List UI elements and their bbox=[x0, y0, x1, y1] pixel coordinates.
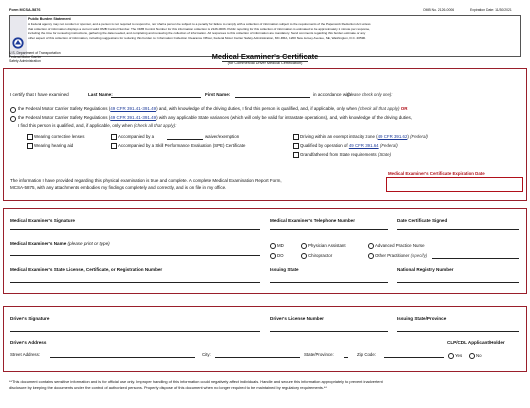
advanced-practice-nurse-radio[interactable] bbox=[368, 243, 374, 249]
spe-label: Accompanied by a Skill Performance Evaluation (SPE) Certificate bbox=[118, 142, 246, 148]
cfr-link-391-64[interactable]: 49 CFR 391.64 bbox=[348, 142, 379, 148]
form-number: Form MCSA-5876 bbox=[9, 8, 41, 12]
burden-title: Public Burden Statement bbox=[28, 17, 71, 21]
first-name-field[interactable] bbox=[235, 97, 310, 98]
physician-assistant-label: Physician Assistant bbox=[308, 242, 346, 248]
driver-signature-label: Driver's Signature bbox=[10, 316, 50, 321]
examiner-name-field[interactable] bbox=[10, 255, 260, 256]
first-name-label: First Name: bbox=[205, 92, 231, 97]
clp-no-label: No bbox=[476, 352, 482, 358]
expiration-date-field[interactable] bbox=[386, 177, 523, 192]
certify-label: I certify that I have examined bbox=[10, 92, 69, 97]
corrective-lenses-label: Wearing corrective lenses bbox=[34, 133, 85, 139]
last-name-field[interactable] bbox=[111, 97, 201, 98]
corrective-lenses-checkbox[interactable] bbox=[27, 134, 33, 140]
license-number-label: Medical Examiner's State License, Certificate, or Registration Number bbox=[10, 267, 163, 272]
state-label: State/Province: bbox=[304, 352, 334, 357]
footer-notice-2: disclosure by keeping the documents under the control of authorized persons. Properly dispose of this document when no longer required to be maintained by regulatory requirements.** bbox=[9, 385, 327, 390]
clp-no-radio[interactable] bbox=[469, 353, 475, 359]
issuing-state-label: Issuing State bbox=[270, 267, 299, 272]
spe-checkbox[interactable] bbox=[111, 143, 117, 149]
option-state-text-2: I find this person is qualified, and, if applicable, only when (check all that apply): bbox=[18, 123, 177, 128]
title-underline bbox=[222, 61, 308, 62]
operation-label: Qualified by operation of 49 CFR 391.64 (Federal) bbox=[300, 142, 398, 148]
driver-issuing-field[interactable] bbox=[397, 331, 519, 332]
option-state-text: the Federal Motor Carrier Safety Regulations (49 CFR 391.41-391.49) with any applicable State variances (which will only be valid for intrastate operations), and, with knowledge of the driving duties, bbox=[18, 115, 412, 120]
city-field[interactable] bbox=[215, 357, 300, 358]
state-field[interactable] bbox=[344, 357, 348, 358]
examiner-name-label: Medical Examiner's Name (please print or type) bbox=[10, 241, 110, 246]
cfr-link-1[interactable]: 49 CFR 391.41-391.49 bbox=[110, 106, 157, 111]
clp-yes-radio[interactable] bbox=[448, 353, 454, 359]
issuing-state-field[interactable] bbox=[270, 282, 388, 283]
page-title: Medical Examiner's Certificate bbox=[211, 52, 319, 61]
waiver-checkbox[interactable] bbox=[111, 134, 117, 140]
info-statement-2: MCSA-5875, with any attachments embodies my findings completely and correctly, and is on file in my office. bbox=[10, 185, 227, 190]
burden-line-4: other aspect of this collection of information, including suggestions for reducing this burden to: Information Collection Clearance Officer, Federal Motor Carrier Safety Administration, MC-RRA, 1200 New Jersey Avenue, SE, Washington, D.C. 20590. bbox=[28, 35, 367, 40]
agency-line-2: Federal Motor Carrier bbox=[9, 55, 42, 59]
date-signed-label: Date Certificate Signed bbox=[397, 218, 448, 223]
registry-number-field[interactable] bbox=[397, 282, 519, 283]
do-radio[interactable] bbox=[270, 253, 276, 259]
info-statement-1: The information I have provided regarding this physical examination is true and complete. A complete Medical Examination Report Form, bbox=[10, 178, 282, 183]
advanced-practice-nurse-label: Advanced Practice Nurse bbox=[375, 242, 425, 248]
burden-line-3: including the time for reviewing instructions, gathering the data needed, and completing and reviewing the collection of information. All responses to this collection of information are mandatory. Send comments regarding this burden estimate or any bbox=[28, 31, 366, 35]
exempt-zone-checkbox[interactable] bbox=[293, 134, 299, 140]
zip-label: Zip Code: bbox=[357, 352, 377, 357]
other-practitioner-label: Other Practitioner (specify) bbox=[375, 252, 428, 258]
waiver-label: waiver/exemption bbox=[205, 133, 240, 139]
omb-number: OMB No. 2126-0006 bbox=[423, 8, 455, 12]
last-name-label: Last Name: bbox=[88, 92, 113, 97]
check-one-hint: (please check only one): bbox=[347, 92, 393, 97]
cfr-link-2[interactable]: 49 CFR 391.41-391.49 bbox=[110, 115, 157, 120]
page-subtitle: (for Commercial Driver Medical Certification) bbox=[227, 61, 303, 65]
waiver-type-field[interactable] bbox=[167, 139, 203, 140]
hearing-aid-checkbox[interactable] bbox=[27, 143, 33, 149]
other-practitioner-field[interactable] bbox=[432, 258, 519, 259]
option-state-variance-radio[interactable] bbox=[10, 116, 16, 122]
agency-line-1: U.S. Department of Transportation bbox=[9, 51, 61, 55]
grandfathered-label: Grandfathered from State requirements (State) bbox=[300, 151, 392, 157]
driver-license-field[interactable] bbox=[270, 331, 388, 332]
dot-logo-icon bbox=[12, 37, 24, 49]
hearing-aid-label: Wearing hearing aid bbox=[34, 142, 74, 148]
driver-signature-field[interactable] bbox=[10, 331, 260, 332]
md-label: MD bbox=[277, 242, 284, 248]
other-practitioner-radio[interactable] bbox=[368, 253, 374, 259]
or-label: OR bbox=[400, 106, 408, 111]
option-federal-text: the Federal Motor Carrier Safety Regulations (49 CFR 391.41-391.49) and, with knowledge of the driving duties, I find this person is qualified, and, if applicable, only when (check all that apply) OR bbox=[18, 106, 408, 111]
driver-license-label: Driver's License Number bbox=[270, 316, 324, 321]
burden-line-1: A Federal agency may not conduct or sponsor, and a person is not required to respond to, nor shall a person be subject to a penalty for failure to comply with a collection of information subject to the requirements of the Paperwork Reduction Act unless bbox=[28, 22, 371, 26]
zip-field[interactable] bbox=[384, 357, 444, 358]
burden-line-2: that collection of information displays a current valid OMB Control Number. The OMB Control Number for this information collection is 2126-0006. Public reporting for this collection of information is estimated to be approximately 1 minute per response, bbox=[28, 26, 371, 31]
expiration-label: Medical Examiner's Certificate Expiration Date bbox=[388, 171, 485, 176]
burden-left-panel bbox=[10, 16, 27, 55]
do-label: DO bbox=[277, 252, 284, 258]
examiner-phone-label: Medical Examiner's Telephone Number bbox=[270, 218, 355, 223]
accordance-label: in accordance with bbox=[313, 92, 352, 97]
date-signed-field[interactable] bbox=[397, 229, 519, 230]
driver-address-label: Driver's Address bbox=[10, 340, 47, 345]
clp-cdl-label: CLP/CDL Applicant/Holder bbox=[447, 340, 505, 345]
chiropractor-label: Chiropractor bbox=[308, 252, 333, 258]
cfr-link-391-62[interactable]: 49 CFR 391.62 bbox=[377, 133, 408, 139]
driver-section bbox=[3, 306, 527, 372]
exempt-zone-label: Driving within an exempt intracity zone (49 CFR 391.62) (Federal) bbox=[300, 133, 428, 139]
md-radio[interactable] bbox=[270, 243, 276, 249]
examiner-signature-label: Medical Examiner's Signature bbox=[10, 218, 75, 223]
city-label: City: bbox=[202, 352, 211, 357]
physician-assistant-radio[interactable] bbox=[301, 243, 307, 249]
street-field[interactable] bbox=[50, 357, 195, 358]
registry-number-label: National Registry Number bbox=[397, 267, 454, 272]
agency-line-3: Safety Administration bbox=[9, 59, 41, 63]
examiner-signature-field[interactable] bbox=[10, 229, 260, 230]
driver-issuing-label: Issuing State/Province bbox=[397, 316, 447, 321]
operation-checkbox[interactable] bbox=[293, 143, 299, 149]
license-number-field[interactable] bbox=[10, 282, 260, 283]
grandfathered-checkbox[interactable] bbox=[293, 152, 299, 158]
accompanied-label: Accompanied by a bbox=[118, 133, 155, 139]
examiner-phone-field[interactable] bbox=[270, 229, 388, 230]
chiropractor-radio[interactable] bbox=[301, 253, 307, 259]
street-label: Street Address: bbox=[10, 352, 41, 357]
clp-yes-label: Yes bbox=[455, 352, 463, 358]
footer-notice-1: **This document contains sensitive information and is for official use only. Improper handling of this information could negatively affect individuals. Handle and secure this information appropriately to prevent inadvertent bbox=[9, 379, 383, 384]
expiration-date: Expiration Date: 11/30/2021 bbox=[470, 8, 512, 12]
option-federal-radio[interactable] bbox=[10, 107, 16, 113]
